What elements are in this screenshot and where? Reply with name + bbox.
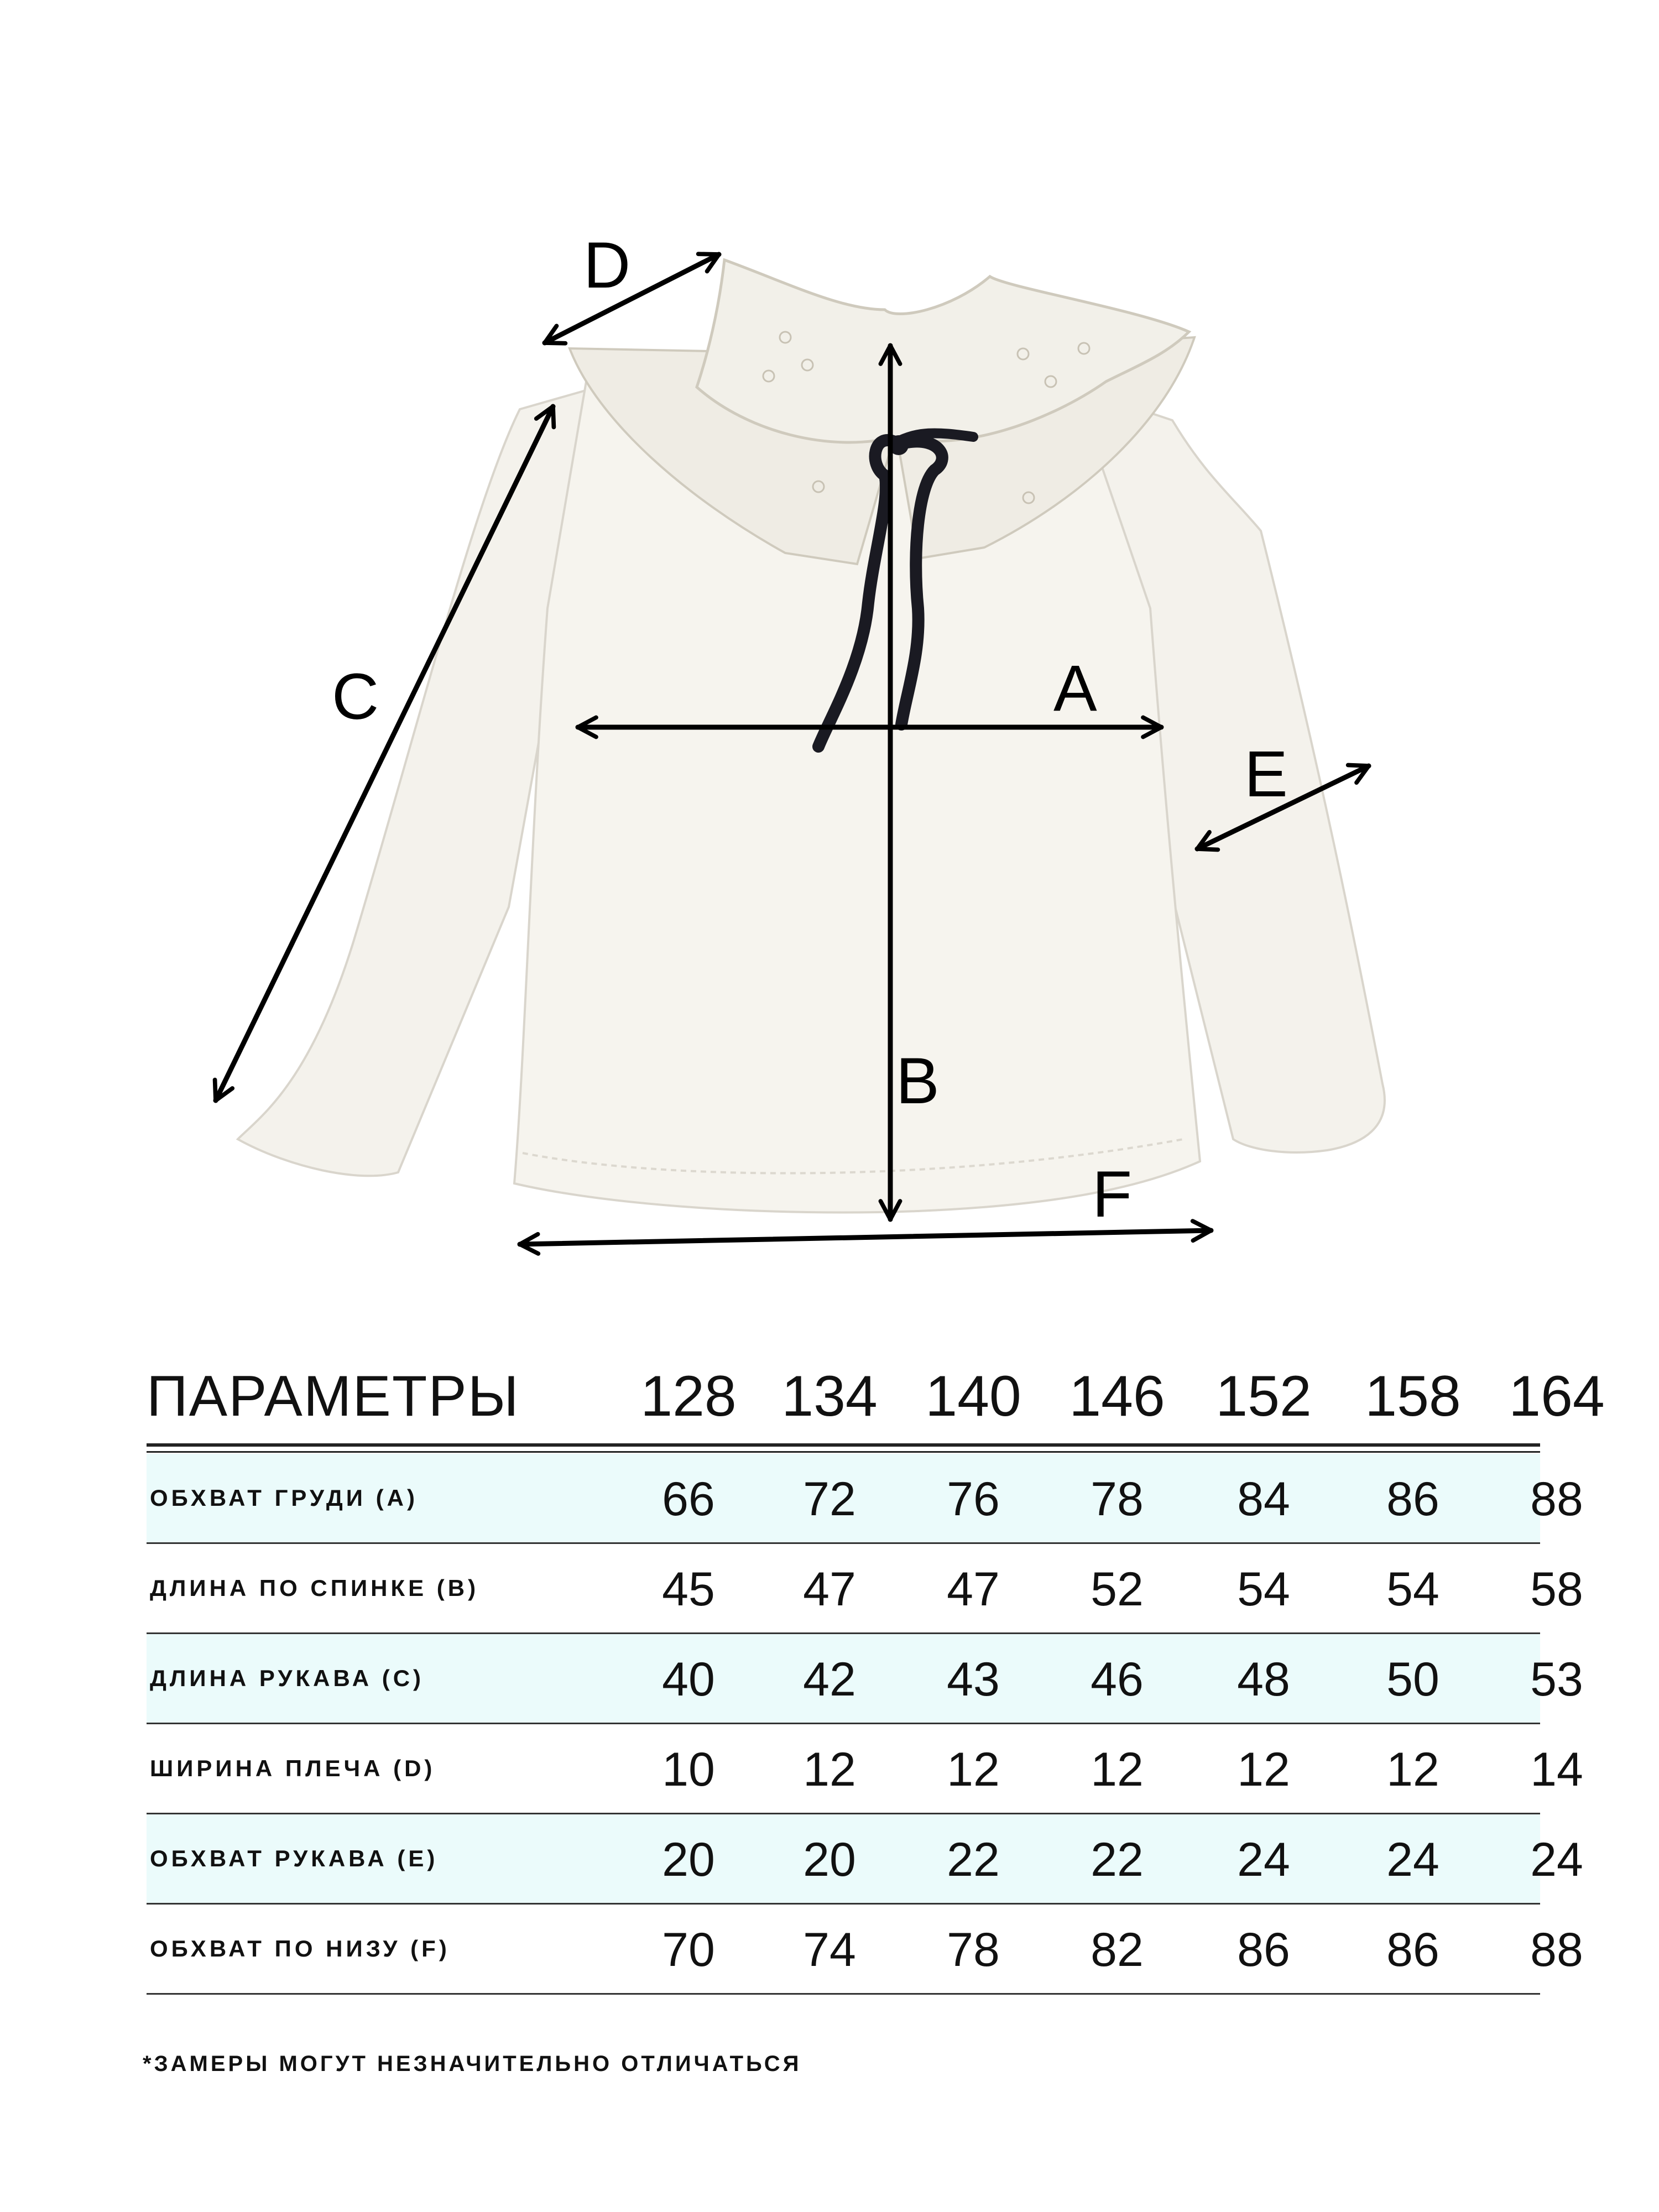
table-cell: 50 — [1386, 1653, 1439, 1706]
table-cell: 52 — [1091, 1563, 1144, 1616]
table-cell: 48 — [1237, 1653, 1290, 1706]
size-header: 146 — [1069, 1364, 1165, 1428]
table-cell: 54 — [1237, 1563, 1290, 1616]
table-cell: 43 — [947, 1653, 1000, 1706]
table-cell: 47 — [947, 1563, 1000, 1616]
label-a: A — [1053, 652, 1097, 725]
table-cell: 20 — [803, 1833, 856, 1886]
label-c: C — [332, 660, 379, 733]
table-cell: 12 — [947, 1743, 1000, 1796]
row-label: ОБХВАТ РУКАВА (Е) — [150, 1845, 439, 1871]
table-row — [147, 1634, 1583, 1724]
table-cell: 42 — [803, 1653, 856, 1706]
table-cell: 24 — [1530, 1833, 1583, 1886]
size-header: 158 — [1365, 1364, 1461, 1428]
table-cell: 24 — [1237, 1833, 1290, 1886]
table-cell: 72 — [803, 1473, 856, 1526]
row-label: ДЛИНА ПО СПИНКЕ (В) — [150, 1575, 479, 1601]
table-row — [147, 1454, 1583, 1544]
table-cell: 82 — [1091, 1923, 1144, 1976]
table-cell: 45 — [662, 1563, 715, 1616]
table-cell: 58 — [1530, 1563, 1583, 1616]
table-row — [147, 1544, 1583, 1634]
table-row — [147, 1724, 1583, 1814]
table-cell: 66 — [662, 1473, 715, 1526]
table-cell: 53 — [1530, 1653, 1583, 1706]
header-divider — [147, 1451, 1540, 1453]
size-table — [147, 1349, 1605, 1995]
table-cell: 12 — [1237, 1743, 1290, 1796]
size-header: 128 — [640, 1364, 737, 1428]
label-b: B — [896, 1045, 940, 1118]
row-label: ДЛИНА РУКАВА (С) — [150, 1665, 425, 1691]
label-e: E — [1244, 738, 1288, 811]
row-label: ОБХВАТ ПО НИЗУ (F) — [150, 1936, 450, 1961]
size-header: 140 — [925, 1364, 1021, 1428]
table-cell: 22 — [947, 1833, 1000, 1886]
size-header: 164 — [1509, 1364, 1605, 1428]
table-header — [147, 1349, 1605, 1446]
table-cell: 86 — [1386, 1473, 1439, 1526]
table-cell: 84 — [1237, 1473, 1290, 1526]
arrow-f — [520, 1230, 1211, 1244]
table-cell: 78 — [1091, 1473, 1144, 1526]
label-f: F — [1092, 1158, 1133, 1231]
arrow-d — [545, 254, 719, 343]
table-cell: 76 — [947, 1473, 1000, 1526]
size-header: 152 — [1215, 1364, 1312, 1428]
table-cell: 86 — [1237, 1923, 1290, 1976]
row-label: ОБХВАТ ГРУДИ (А) — [150, 1485, 418, 1511]
table-cell: 40 — [662, 1653, 715, 1706]
table-cell: 22 — [1091, 1833, 1144, 1886]
header-divider — [147, 1443, 1540, 1447]
table-cell: 47 — [803, 1563, 856, 1616]
table-cell: 24 — [1386, 1833, 1439, 1886]
table-cell: 74 — [803, 1923, 856, 1976]
row-label: ШИРИНА ПЛЕЧА (D) — [150, 1755, 436, 1781]
table-cell: 10 — [662, 1743, 715, 1796]
table-cell: 70 — [662, 1923, 715, 1976]
table-cell: 20 — [662, 1833, 715, 1886]
footnote: *ЗАМЕРЫ МОГУТ НЕЗНАЧИТЕЛЬНО ОТЛИЧАТЬСЯ — [143, 2052, 802, 2076]
table-cell: 14 — [1530, 1743, 1583, 1796]
size-header: 134 — [781, 1364, 878, 1428]
table-cell: 12 — [1386, 1743, 1439, 1796]
table-cell: 54 — [1386, 1563, 1439, 1616]
table-cell: 88 — [1530, 1473, 1583, 1526]
table-cell: 88 — [1530, 1923, 1583, 1976]
label-d: D — [583, 229, 631, 302]
table-row — [147, 1905, 1583, 1995]
table-cell: 12 — [803, 1743, 856, 1796]
table-cell: 12 — [1091, 1743, 1144, 1796]
table-cell: 86 — [1386, 1923, 1439, 1976]
table-cell: 78 — [947, 1923, 1000, 1976]
table-row — [147, 1814, 1583, 1905]
table-cell: 46 — [1091, 1653, 1144, 1706]
table-title: ПАРАМЕТРЫ — [147, 1364, 520, 1428]
